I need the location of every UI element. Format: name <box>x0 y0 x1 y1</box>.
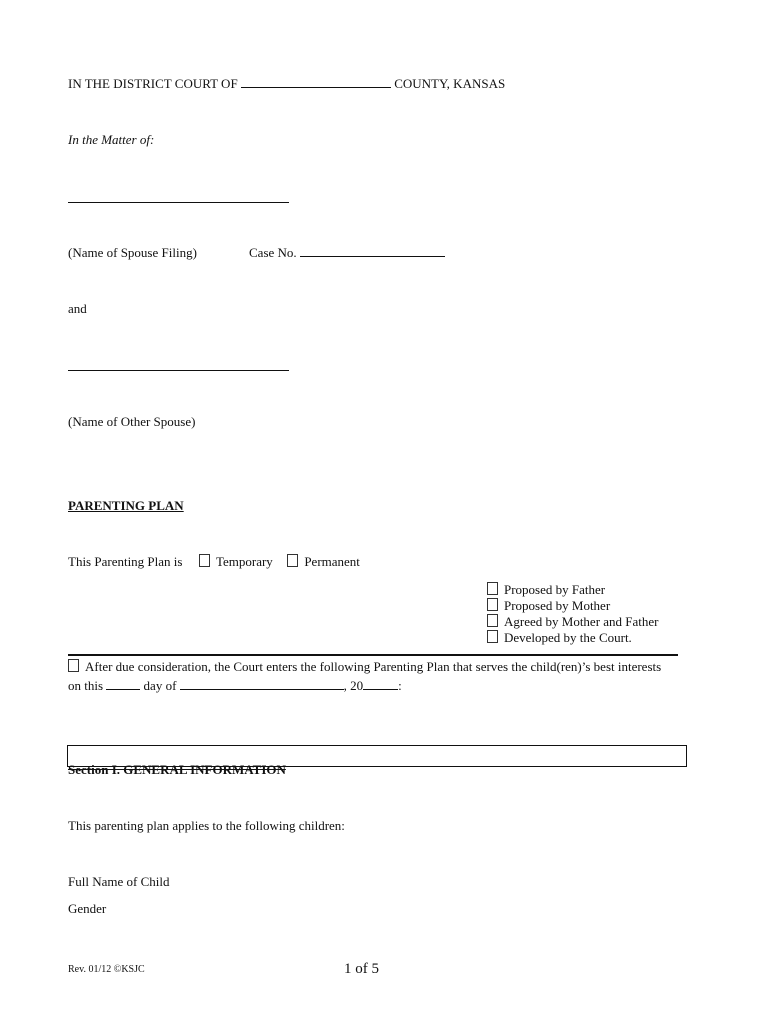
day-of-label: day of <box>143 678 177 693</box>
year-prefix: , 20 <box>343 678 364 693</box>
on-this-label: on this <box>68 678 104 693</box>
temporary-checkbox[interactable] <box>199 554 210 567</box>
section1-applies-text: This parenting plan applies to the following children: <box>68 818 345 833</box>
court-header <box>68 76 505 92</box>
day-blank[interactable] <box>106 678 140 690</box>
developed-by-court-label: Developed by the Court. <box>504 630 632 645</box>
court-header-suffix: COUNTY, KANSAS <box>394 76 506 91</box>
court-order-line1 <box>68 659 661 675</box>
footer-revision: Rev. 01/12 ©KSJC <box>68 964 145 975</box>
case-number-blank[interactable] <box>300 245 445 257</box>
court-header-prefix: IN THE DISTRICT COURT OF <box>68 76 238 91</box>
other-spouse-label: (Name of Other Spouse) <box>68 414 196 429</box>
case-number-label: Case No. <box>249 245 297 260</box>
gender-label: Gender <box>68 901 107 916</box>
court-order-text: After due consideration, the Court enters the following Parenting Plan that serves the child(ren)’s best interests <box>85 659 662 674</box>
document-title: PARENTING PLAN <box>68 498 184 513</box>
plan-type-prefix: This Parenting Plan is <box>68 554 183 569</box>
agreed-checkbox[interactable] <box>487 614 498 627</box>
proposed-by-father-label: Proposed by Father <box>504 582 606 597</box>
plan-type-row <box>68 554 360 570</box>
case-number <box>249 245 445 261</box>
spouse-filing-name-line[interactable] <box>68 202 289 203</box>
county-blank[interactable] <box>241 76 391 88</box>
origin-divider <box>68 654 678 656</box>
proposed-by-mother-checkbox[interactable] <box>487 598 498 611</box>
spouse-filing-label: (Name of Spouse Filing) <box>68 245 197 260</box>
permanent-label: Permanent <box>304 554 360 569</box>
permanent-checkbox[interactable] <box>287 554 298 567</box>
developed-by-court-checkbox[interactable] <box>487 630 498 643</box>
full-name-label: Full Name of Child <box>68 874 170 889</box>
section1-heading: Section I. GENERAL INFORMATION <box>68 762 286 777</box>
matter-label: In the Matter of: <box>68 132 155 147</box>
and-text: and <box>68 301 87 316</box>
proposed-by-father-checkbox[interactable] <box>487 582 498 595</box>
court-order-line2 <box>68 678 402 694</box>
court-order-end: : <box>398 678 402 693</box>
plan-origin-options <box>487 582 677 646</box>
agreed-label: Agreed by Mother and Father <box>504 614 659 629</box>
other-spouse-name-line[interactable] <box>68 370 289 371</box>
footer-page-number: 1 of 5 <box>344 961 379 977</box>
temporary-label: Temporary <box>215 554 273 569</box>
month-blank[interactable] <box>180 678 344 690</box>
year-blank[interactable] <box>363 678 398 690</box>
court-order-checkbox[interactable] <box>68 659 79 672</box>
proposed-by-mother-label: Proposed by Mother <box>504 598 611 613</box>
